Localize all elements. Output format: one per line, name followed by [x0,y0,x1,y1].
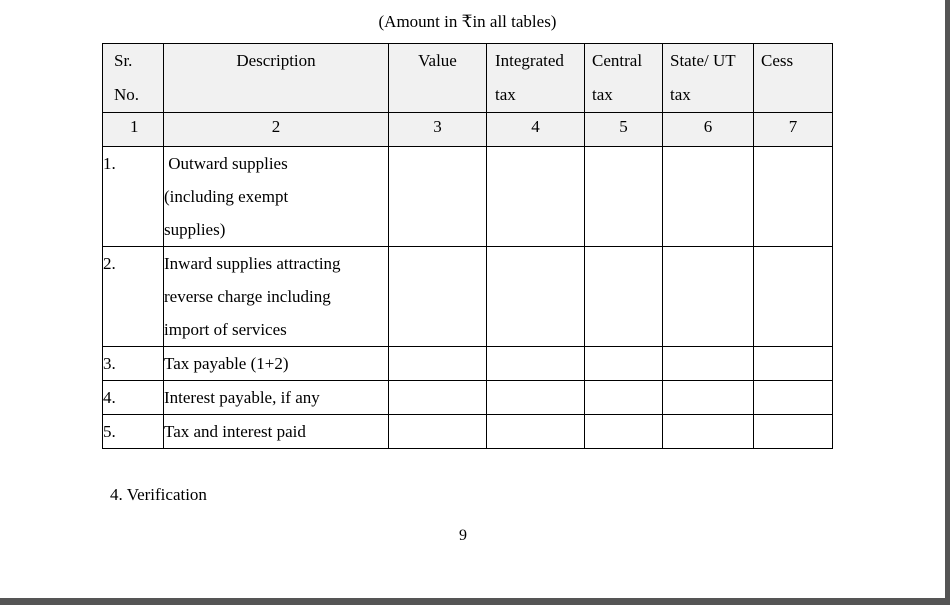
table-row [103,415,833,449]
row-description: Interest payable, if any [164,381,389,415]
header-integrated-tax: Integrated tax [487,44,585,113]
table-row [103,147,833,247]
row-sr-no: 1. [103,147,164,247]
central-tax-cell [585,147,663,247]
central-tax-cell [585,381,663,415]
central-tax-cell [585,415,663,449]
value-cell [389,415,487,449]
row-description: Tax payable (1+2) [164,347,389,381]
cess-cell [754,415,833,449]
row-description: Tax and interest paid [164,415,389,449]
integrated-tax-cell [487,415,585,449]
integrated-tax-cell [487,381,585,415]
section-heading-verification: 4. Verification [110,485,207,504]
header-state-ut-tax: State/ UT tax [663,44,754,113]
row-sr-no: 2. [103,247,164,347]
row-description: Inward supplies attracting reverse charge including import of services [164,247,389,347]
row-sr-no: 5. [103,415,164,449]
header-central-tax: Central tax [585,44,663,113]
cess-cell [754,247,833,347]
column-number: 7 [754,113,833,147]
row-description: Outward supplies (including exempt supplies) [164,147,389,247]
central-tax-cell [585,247,663,347]
value-cell [389,247,487,347]
header-cess: Cess [754,44,833,113]
row-sr-no: 4. [103,381,164,415]
value-cell [389,147,487,247]
header-row [103,44,833,113]
column-number: 6 [663,113,754,147]
tax-payable-table [102,43,833,449]
state-ut-tax-cell [663,347,754,381]
integrated-tax-cell [487,347,585,381]
column-number: 5 [585,113,663,147]
page-right-border [945,0,950,605]
column-number: 2 [164,113,389,147]
table-row [103,381,833,415]
row-sr-no: 3. [103,347,164,381]
central-tax-cell [585,347,663,381]
value-cell [389,347,487,381]
cess-cell [754,147,833,247]
header-description: Description [164,44,389,113]
column-number: 3 [389,113,487,147]
integrated-tax-cell [487,247,585,347]
state-ut-tax-cell [663,415,754,449]
table-row [103,247,833,347]
column-number: 1 [103,113,164,147]
page-number: 9 [459,527,467,544]
column-number-row [103,113,833,147]
integrated-tax-cell [487,147,585,247]
table-caption: (Amount in ₹in all tables) [378,12,557,31]
header-sr-no: Sr. No. [103,44,164,113]
cess-cell [754,347,833,381]
state-ut-tax-cell [663,147,754,247]
state-ut-tax-cell [663,247,754,347]
header-value: Value [389,44,487,113]
cess-cell [754,381,833,415]
state-ut-tax-cell [663,381,754,415]
table-row [103,347,833,381]
column-number: 4 [487,113,585,147]
page-bottom-border [0,598,950,605]
value-cell [389,381,487,415]
